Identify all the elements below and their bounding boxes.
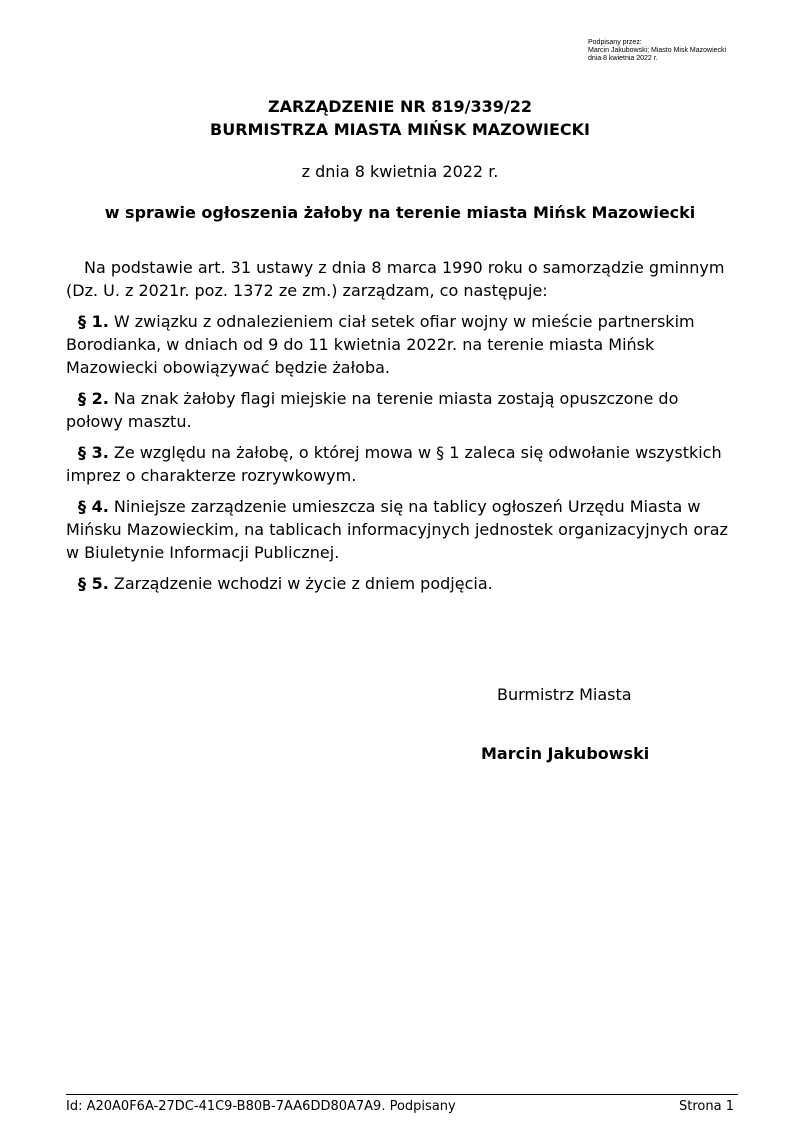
document-title: ZARZĄDZENIE NR 819/339/22: [268, 97, 532, 116]
section-1-label: § 1.: [78, 312, 109, 331]
signature-stamp-line-3: dnia 8 kwietnia 2022 r.: [588, 55, 658, 62]
section-5-label: § 5.: [78, 574, 109, 593]
section-5-paragraph: [66, 572, 738, 595]
page-footer: [66, 1098, 734, 1116]
section-1-paragraph: [66, 310, 738, 379]
section-4-text: Niniejsze zarządzenie umieszcza się na tablicy ogłoszeń Urzędu Miasta w Mińsku Mazowieckim, na tablicach informacyjnych jednostek organizacyjnych oraz w Biuletynie Informacji Publicznej.: [66, 497, 728, 562]
section-4-label: § 4.: [78, 497, 109, 516]
document-body: [66, 256, 738, 603]
signature-stamp-line-1: Podpisany przez:: [588, 39, 642, 46]
section-1-text: W związku z odnalezieniem ciał setek ofiar wojny w mieście partnerskim Borodianka, w dniach od 9 do 11 kwietnia 2022r. na terenie miasta Mińsk Mazowiecki obowiązywać będzie żałoba.: [66, 312, 695, 377]
section-4-paragraph: [66, 495, 738, 564]
section-5-text: Zarządzenie wchodzi w życie z dniem podjęcia.: [108, 574, 493, 593]
section-2-label: § 2.: [78, 389, 109, 408]
document-id: Id: A20A0F6A-27DC-41C9-B80B-7AA6DD80A7A9. Podpisany: [66, 1099, 456, 1114]
section-2-text: Na znak żałoby flagi miejskie na terenie miasta zostają opuszczone do połowy masztu.: [66, 389, 679, 431]
document-date: z dnia 8 kwietnia 2022 r.: [301, 162, 499, 181]
signer-name: Marcin Jakubowski: [481, 744, 650, 763]
signer-role: Burmistrz Miasta: [497, 685, 632, 704]
signature-stamp-line-2: Marcin Jakubowski; Miasto Misk Mazowiecki: [588, 47, 727, 54]
footer-divider: [66, 1094, 738, 1095]
legal-basis-paragraph: Na podstawie art. 31 ustawy z dnia 8 marca 1990 roku o samorządzie gminnym (Dz. U. z 2021r. poz. 1372 ze zm.) zarządzam, co następuje:: [66, 258, 725, 300]
section-3-paragraph: [66, 441, 738, 487]
section-2-paragraph: [66, 387, 738, 433]
digital-signature-stamp: [588, 39, 788, 63]
issuing-authority: BURMISTRZA MIASTA MIŃSK MAZOWIECKI: [210, 120, 590, 139]
section-3-text: Ze względu na żałobę, o której mowa w § 1 zaleca się odwołanie wszystkich imprez o charakterze rozrywkowym.: [66, 443, 722, 485]
section-3-label: § 3.: [78, 443, 109, 462]
page-number: Strona 1: [679, 1099, 734, 1114]
document-subject: w sprawie ogłoszenia żałoby na terenie miasta Mińsk Mazowiecki: [104, 203, 696, 222]
